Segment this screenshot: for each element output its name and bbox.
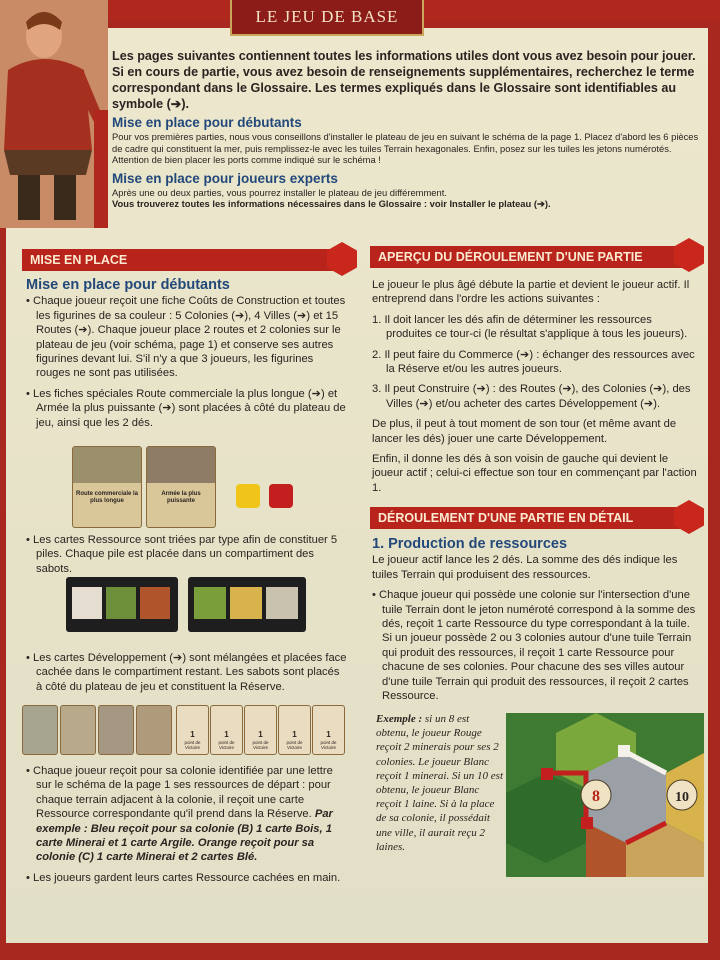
victory-point-caption: point de Victoire: [184, 740, 201, 750]
setup-heading: MISE EN PLACE: [22, 249, 340, 271]
overview-step-1: 1. Il doit lancer les dés afin de déterminer les ressources produites ce tour-ci (le résultat s'applique à tous les joueurs).: [372, 313, 688, 341]
card-tray-right: [188, 577, 306, 632]
victory-point-value: 1: [258, 730, 263, 739]
overview-intro: Le joueur le plus âgé débute la partie et devient le joueur actif. Il entreprend dans l'ordre les actions suivantes :: [372, 279, 690, 306]
setup-subheading: Mise en place pour débutants: [26, 277, 230, 293]
example-label: Exemple :: [376, 713, 423, 725]
hexagon-icon: [674, 238, 704, 272]
setup-bullet-5-text: Chaque joueur reçoit pour sa colonie identifiée par une lettre sur le schéma de la page 1 ses ressources de départ : pour chaque terrain adjacent à la colonie, il reçoit une carte Ressource correspondante qu'il prend dans la Réserve.: [33, 765, 333, 821]
page-title: LE JEU DE BASE: [255, 7, 399, 26]
development-card-back: [98, 705, 134, 755]
page-title-banner: [230, 0, 424, 36]
character-illustration: [0, 0, 108, 228]
number-token-10: 10: [675, 790, 689, 805]
experts-text-2: Vous trouverez toutes les informations nécessaires dans le Glossaire : voir Installer le plateau (➔).: [112, 198, 551, 209]
experts-title: Mise en place pour joueurs experts: [112, 170, 338, 186]
card-tray-left: [66, 577, 178, 632]
setup-bullet-4: • Les cartes Développement (➔) sont mélangées et placées face cachée dans le compartiment restant. Les sabots sont placés à côté du plateau de jeu et constituent la Réserve.: [26, 652, 347, 693]
victory-point-value: 1: [190, 730, 195, 739]
development-card-back: [60, 705, 96, 755]
largest-army-label: Armée la plus puissante: [161, 491, 201, 504]
victory-point-value: 1: [224, 730, 229, 739]
production-bullet: • Chaque joueur qui possède une colonie sur l'intersection d'une tuile Terrain dont le jeton numéroté correspond à la somme des dés, reçoit 1 carte Ressource du type correspondant à la tuile. Si un joueur possède 2 ou 3 colonies autour d'une tuile Terrain qui produit des ressources, il reçoit 1 carte Ressource pour chacune de ses colonies. Pour chacune des ses villes autour d'une tuile Terrain qui produit des ressources, il reçoit 2 cartes Ressource.: [372, 589, 696, 703]
victory-point-card: [312, 705, 345, 755]
development-card-back: [136, 705, 172, 755]
hexagon-icon: [674, 500, 704, 534]
intro-section: [112, 48, 702, 210]
production-subheading: 1. Production de ressources: [372, 536, 568, 552]
red-die: [269, 484, 293, 508]
setup-column-3: [26, 651, 348, 700]
setup-bullet-6: • Les joueurs gardent leurs cartes Ressource cachées en main.: [26, 871, 341, 884]
victory-point-value: 1: [326, 730, 331, 739]
victory-point-caption: point de Victoire: [320, 740, 337, 750]
detail-heading: DÉROULEMENT D'UNE PARTIE EN DÉTAIL: [370, 507, 688, 529]
setup-bullet-1-text: Chaque joueur reçoit une fiche Coûts de Construction et toutes les figurines de sa couleur : 5 Colonies (➔), 4 Villes (➔) et 15 Routes (➔). Chaque joueur place 2 routes et 2 colonies sur le plateau de jeu (voir schéma, page 1) et conserve ses autres figurines devant lui. S'il n'y a que 3 joueurs, les figurines rouges ne sont pas utilisées.: [33, 295, 346, 380]
intro-text: Les pages suivantes contiennent toutes les informations utiles dont vous avez besoin pour jouer. Si en cours de partie, vous avez besoin de renseignements supplémentaires, recherchez le terme correspondant dans le Glossaire. Les termes expliqués dans le Glossaire sont identifiables au symbole (➔).: [112, 49, 696, 111]
setup-bullet-1: • Chaque joueur reçoit une fiche Coûts de Construction et toutes les figurines de sa couleur : 5 Colonies (➔), 4 Villes (➔) et 15 Routes (➔). Chaque joueur place 2 routes et 2 colonies sur le plateau de jeu (voir schéma, page 1) et conserve ses autres figurines devant lui. S'il n'y a que 3 joueurs, les figurines rouges ne sont pas utilisées.: [26, 295, 346, 380]
experts-text-1: Après une ou deux parties, vous pourrez installer le plateau de jeu différemment.: [112, 186, 447, 198]
overview-heading: APERÇU DU DÉROULEMENT D'UNE PARTIE: [370, 246, 688, 268]
hexagon-icon: [327, 242, 357, 276]
setup-bullet-3: • Les cartes Ressource sont triées par type afin de constituer 5 piles. Chaque pile est placée dans un compartiment des sabots.: [26, 534, 338, 575]
setup-bullet-4-text: Les cartes Développement (➔) sont mélangées et placées face cachée dans le compartiment restant. Les sabots sont placés à côté du plateau de jeu et constituent la Réserve.: [33, 652, 347, 693]
example-text: si un 8 est obtenu, le joueur Rouge reçoit 2 minerais pour ses 2 colonies. Le joueur Blanc reçoit 1 minerai. Si un 10 est obtenu, le joueur Blanc reçoit 1 laine. Si à la place de sa colonie, il possédait une ville, il aurait reçu 2 laines.: [376, 713, 503, 853]
victory-point-value: 1: [292, 730, 297, 739]
largest-army-card: [146, 446, 216, 528]
setup-bullet-2: • Les fiches spéciales Route commerciale la plus longue (➔) et Armée la plus puissante (➔) sont placées à côté du plateau de jeu, ainsi que les 2 dés.: [26, 387, 346, 429]
victory-point-card: [210, 705, 243, 755]
detail-column: [372, 537, 698, 709]
beginners-title: Mise en place pour débutants: [112, 115, 302, 130]
setup-bullet-2-text: Les fiches spéciales Route commerciale la plus longue (➔) et Armée la plus puissante (➔) sont placées à côté du plateau de jeu, ainsi que les 2 dés.: [33, 387, 346, 429]
setup-bullet-5-example: Par exemple : Bleu reçoit pour sa colonie (B) 1 carte Bois, 1 carte Minerai et 1 carte Argile. Orange reçoit pour sa colonie (C) 1 carte Minerai et 2 cartes Blé.: [36, 808, 333, 864]
setup-bullet-5: • Chaque joueur reçoit pour sa colonie identifiée par une lettre sur le schéma de la page 1 ses ressources de départ : pour chaque terrain adjacent à la colonie, il reçoit une carte Ressource correspondante qu'il prend dans la Réserve. Par exemple : Bleu reçoit pour sa colonie (B) 1 carte Bois, 1 carte Minerai et 1 carte Argile. Orange reçoit pour sa colonie (C) 1 carte Minerai et 2 cartes Blé.: [26, 765, 333, 864]
longest-road-label: Route commerciale la plus longue: [75, 491, 139, 504]
board-example-illustration: [506, 713, 704, 877]
victory-point-card: [278, 705, 311, 755]
overview-para-2: De plus, il peut à tout moment de son tour (et même avant de lancer les dés) jouer une carte Développement.: [372, 418, 677, 445]
overview-step-3: 3. Il peut Construire (➔) : des Routes (➔), des Colonies (➔), des Villes (➔) et/ou acheter des cartes Développement (➔).: [372, 383, 691, 410]
production-bullet-text: Chaque joueur qui possède une colonie sur l'intersection d'une tuile Terrain dont le jeton numéroté correspond à la somme des dés, reçoit 1 carte Ressource du type correspondant à la tuile. Si un joueur possède 2 ou 3 colonies autour d'une tuile Terrain qui produit des ressources, il reçoit 1 carte Ressource pour chacune de ses colonies. Pour chacune des ses villes autour d'une tuile Terrain qui produit des ressources, il reçoit 2 cartes Ressource.: [379, 589, 696, 703]
production-intro: Le joueur actif lance les 2 dés. La somme des dés indique les tuiles Terrain qui produisent des ressources.: [372, 554, 678, 581]
number-token-8: 8: [592, 788, 600, 805]
victory-point-card: [244, 705, 277, 755]
setup-column-2: [26, 533, 348, 582]
setup-column-4: [26, 764, 348, 891]
victory-point-caption: point de Victoire: [252, 740, 269, 750]
overview-column: [372, 278, 698, 501]
development-card-back: [22, 705, 58, 755]
victory-point-caption: point de Victoire: [218, 740, 235, 750]
overview-para-3: Enfin, il donne les dés à son voisin de gauche qui devient le joueur actif ; celui-ci effectue son tour en commençant par l'action 1.: [372, 453, 697, 494]
yellow-die: [236, 484, 260, 508]
setup-column: [26, 278, 348, 436]
overview-step-2: 2. Il peut faire du Commerce (➔) : échanger des ressources avec la Réserve et/ou les autres joueurs.: [372, 348, 695, 376]
beginners-text: Pour vos premières parties, nous vous conseillons d'installer le plateau de jeu en suivant le schéma de la page 1. Placez d'abord les 6 pièces de cadre qui constituent la mer, puis remplissez-le avec les tuiles Terrain hexagonales. Enfin, posez sur les tuiles les jetons numérotés. Attention de bien placer les ports comme indiqué sur le schéma !: [112, 131, 699, 165]
victory-point-caption: point de Victoire: [286, 740, 303, 750]
victory-point-card: [176, 705, 209, 755]
example-box: [376, 712, 504, 854]
setup-bullet-3-text: Les cartes Ressource sont triées par type afin de constituer 5 piles. Chaque pile est placée dans un compartiment des sabots.: [33, 534, 338, 575]
setup-bullet-6-text: Les joueurs gardent leurs cartes Ressource cachées en main.: [33, 871, 341, 884]
longest-road-card: [72, 446, 142, 528]
